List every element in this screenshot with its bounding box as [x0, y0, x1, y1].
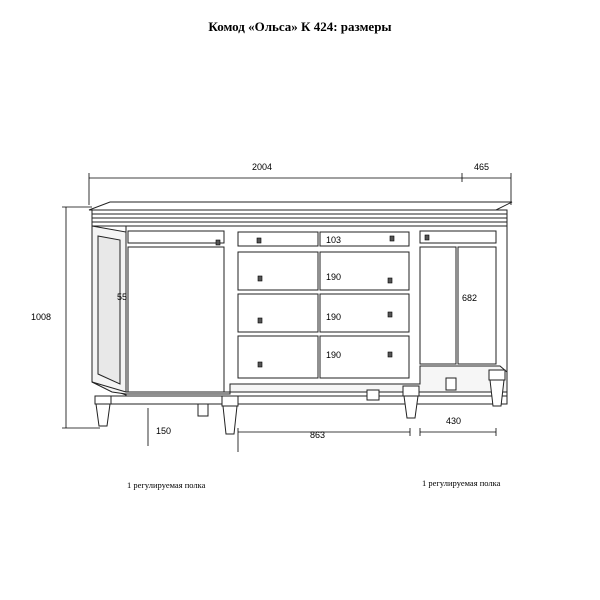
drawer-1-right [320, 252, 409, 290]
leg-front-left [95, 396, 111, 426]
leg-back-left [198, 404, 208, 416]
handle-drawer-1-right [388, 278, 392, 283]
drawer-2-left [238, 294, 318, 332]
height-label: 1008 [31, 312, 52, 322]
drawer-1-height-label: 190 [326, 272, 342, 282]
right-top-drawer [420, 231, 496, 243]
right-door-left [420, 247, 456, 364]
depth-label: 465 [474, 162, 490, 172]
leg-back-center [367, 390, 379, 400]
left-door [128, 247, 224, 392]
page-title: Комод «Ольса» К 424: размеры [208, 19, 392, 34]
dimension-overall-width [89, 173, 462, 205]
dresser-body [89, 202, 512, 404]
handle-drawer-2-left [258, 318, 262, 323]
leg-center-left [222, 396, 238, 434]
handle-drawer-3-right [388, 352, 392, 357]
top-drawer-height-label: 103 [326, 235, 342, 245]
leg-height-label: 150 [156, 426, 172, 436]
drawer-2-height-label: 190 [326, 312, 342, 322]
handle-center-top-right [390, 236, 394, 241]
handle-drawer-2-right [388, 312, 392, 317]
center-top-drawer-left [238, 232, 318, 246]
handle-drawer-3-left [258, 362, 262, 367]
shelf-depth-label: 430 [446, 416, 462, 426]
side-panel-offset-label: 55 [117, 292, 128, 302]
drawer-1-left [238, 252, 318, 290]
drawer-3-left [238, 336, 318, 378]
leg-back-right [446, 378, 456, 390]
door-height-label: 682 [462, 293, 478, 303]
base-rail [110, 396, 507, 404]
right-shelf-caption: 1 регулируемая полка [422, 478, 501, 488]
left-shelf-caption: 1 регулируемая полка [127, 480, 206, 490]
drawer-3-height-label: 190 [326, 350, 342, 360]
left-side-inset [98, 236, 120, 384]
handle-drawer-1-left [258, 276, 262, 281]
dimension-depth [462, 173, 511, 205]
top-cornice [89, 202, 512, 210]
right-door-right [458, 247, 496, 364]
handle-left-top [216, 240, 220, 245]
left-top-drawer [128, 231, 224, 243]
handle-right-top [425, 235, 429, 240]
inner-shelf-width-label: 863 [310, 430, 326, 440]
overall-width-label: 2004 [252, 162, 273, 172]
dimension-shelf-depth [420, 428, 496, 436]
handle-center-top-left [257, 238, 261, 243]
leg-center-right [403, 386, 419, 418]
